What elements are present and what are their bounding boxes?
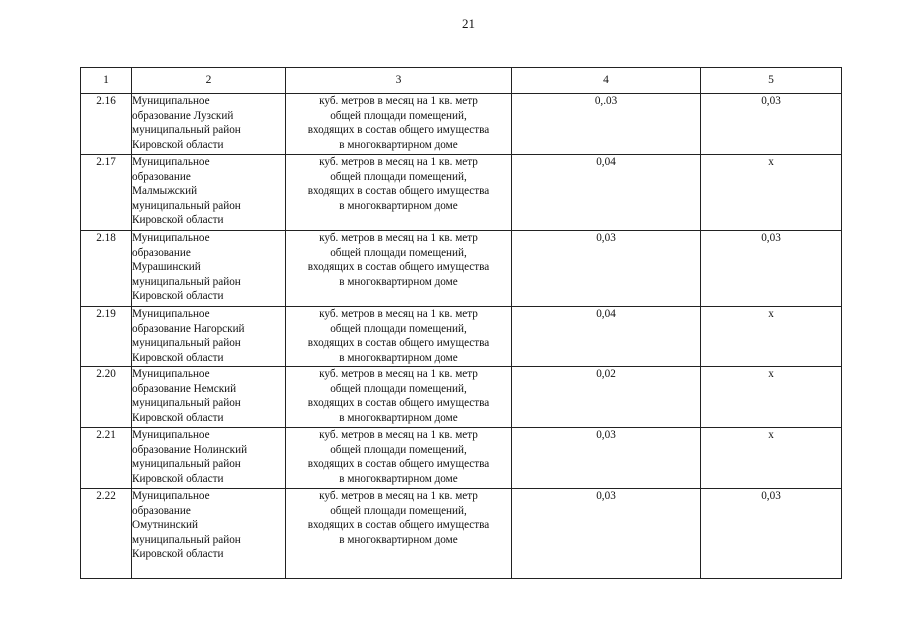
municipality-name-line: Кировской области <box>132 548 224 561</box>
page-number: 21 <box>462 16 475 31</box>
row-number: 2.21 <box>81 428 132 489</box>
value-col-4: 0,03 <box>512 428 701 489</box>
table-row <box>81 307 842 367</box>
unit-description-line: куб. метров в месяц на 1 кв. метр <box>319 429 478 441</box>
unit-description-line: общей площади помещений, <box>330 322 467 335</box>
municipality-name-line: Малмыжский <box>132 185 198 198</box>
row-number: 2.19 <box>81 307 132 367</box>
municipality-name-line: образование <box>132 504 191 517</box>
unit-description-line: в многоквартирном доме <box>339 138 458 151</box>
row-number: 2.18 <box>81 231 132 307</box>
value-col-5: х <box>701 307 842 367</box>
municipality-name <box>132 367 286 428</box>
municipality-name-line: Муниципальное <box>132 308 210 320</box>
municipality-name-line: образование Немский <box>132 382 237 395</box>
unit-description <box>286 489 512 579</box>
municipality-name-line: образование Нагорский <box>132 322 245 335</box>
header-col-1: 1 <box>81 68 132 94</box>
table-row <box>81 428 842 489</box>
municipality-name <box>132 428 286 489</box>
value-col-4: 0,04 <box>512 307 701 367</box>
table-header <box>81 68 842 94</box>
table-row <box>81 155 842 231</box>
municipality-name-line: муниципальный район <box>132 124 241 137</box>
unit-description-line: в многоквартирном доме <box>339 199 458 212</box>
municipality-name-line: Кировской области <box>132 290 224 303</box>
unit-description-line: в многоквартирном доме <box>339 275 458 288</box>
row-number: 2.22 <box>81 489 132 579</box>
municipality-name-line: Кировской области <box>132 472 224 485</box>
table-row <box>81 94 842 155</box>
unit-description-line: входящих в состав общего имущества <box>307 261 490 274</box>
value-col-4: 0,.03 <box>512 94 701 155</box>
row-number: 2.16 <box>81 94 132 155</box>
municipality-name-line: Муниципальное <box>132 156 210 168</box>
row-number: 2.20 <box>81 367 132 428</box>
table-row <box>81 489 842 579</box>
unit-description-line: входящих в состав общего имущества <box>307 397 490 410</box>
municipality-name-line: образование Лузский <box>132 109 234 122</box>
municipality-name-line: муниципальный район <box>132 458 241 471</box>
municipality-name <box>132 155 286 231</box>
unit-description-line: куб. метров в месяц на 1 кв. метр <box>319 490 478 502</box>
unit-description <box>286 94 512 155</box>
unit-description-line: входящих в состав общего имущества <box>307 519 490 532</box>
unit-description-line: общей площади помещений, <box>330 382 467 395</box>
municipality-name <box>132 307 286 367</box>
municipality-name <box>132 489 286 579</box>
municipality-name-line: муниципальный район <box>132 397 241 410</box>
unit-description-line: куб. метров в месяц на 1 кв. метр <box>319 156 478 168</box>
value-col-5: х <box>701 428 842 489</box>
unit-description <box>286 155 512 231</box>
table-body <box>81 94 842 579</box>
norms-table <box>80 67 842 579</box>
table-row <box>81 231 842 307</box>
value-col-4: 0,02 <box>512 367 701 428</box>
municipality-name-line: образование Нолинский <box>132 443 248 456</box>
unit-description-line: общей площади помещений, <box>330 170 467 183</box>
value-col-4: 0,03 <box>512 489 701 579</box>
header-col-5: 5 <box>701 68 842 94</box>
municipality-name <box>132 231 286 307</box>
unit-description-line: куб. метров в месяц на 1 кв. метр <box>319 232 478 244</box>
unit-description <box>286 307 512 367</box>
municipality-name-line: Муниципальное <box>132 490 210 502</box>
municipality-name-line: муниципальный район <box>132 533 241 546</box>
header-row <box>81 68 842 94</box>
value-col-5: 0,03 <box>701 489 842 579</box>
unit-description-line: общей площади помещений, <box>330 443 467 456</box>
unit-description-line: в многоквартирном доме <box>339 472 458 485</box>
municipality-name-line: муниципальный район <box>132 275 241 288</box>
header-col-4: 4 <box>512 68 701 94</box>
value-col-5: х <box>701 155 842 231</box>
value-col-5: х <box>701 367 842 428</box>
value-col-4: 0,03 <box>512 231 701 307</box>
municipality-name-line: Муниципальное <box>132 95 210 107</box>
unit-description-line: общей площади помещений, <box>330 246 467 259</box>
municipality-name-line: Кировской области <box>132 138 224 151</box>
value-col-5: 0,03 <box>701 94 842 155</box>
municipality-name-line: Мурашинский <box>132 261 201 274</box>
municipality-name-line: Кировской области <box>132 411 224 424</box>
unit-description-line: общей площади помещений, <box>330 504 467 517</box>
unit-description-line: в многоквартирном доме <box>339 411 458 424</box>
municipality-name <box>132 94 286 155</box>
unit-description-line: входящих в состав общего имущества <box>307 124 490 137</box>
unit-description-line: входящих в состав общего имущества <box>307 458 490 471</box>
table-row <box>81 367 842 428</box>
municipality-name-line: Кировской области <box>132 214 224 227</box>
municipality-name-line: муниципальный район <box>132 337 241 350</box>
unit-description <box>286 231 512 307</box>
municipality-name-line: образование <box>132 246 191 259</box>
municipality-name-line: Муниципальное <box>132 232 210 244</box>
unit-description-line: в многоквартирном доме <box>339 533 458 546</box>
unit-description-line: куб. метров в месяц на 1 кв. метр <box>319 95 478 107</box>
header-col-3: 3 <box>286 68 512 94</box>
unit-description-line: входящих в состав общего имущества <box>307 185 490 198</box>
unit-description-line: общей площади помещений, <box>330 109 467 122</box>
municipality-name-line: Муниципальное <box>132 429 210 441</box>
unit-description-line: входящих в состав общего имущества <box>307 337 490 350</box>
unit-description <box>286 367 512 428</box>
municipality-name-line: Омутнинский <box>132 519 198 532</box>
municipality-name-line: муниципальный район <box>132 199 241 212</box>
unit-description <box>286 428 512 489</box>
unit-description-line: куб. метров в месяц на 1 кв. метр <box>319 368 478 380</box>
unit-description-line: куб. метров в месяц на 1 кв. метр <box>319 308 478 320</box>
municipality-name-line: Кировской области <box>132 351 224 364</box>
municipality-name-line: Муниципальное <box>132 368 210 380</box>
municipality-name-line: образование <box>132 170 191 183</box>
row-number: 2.17 <box>81 155 132 231</box>
unit-description-line: в многоквартирном доме <box>339 351 458 364</box>
value-col-5: 0,03 <box>701 231 842 307</box>
value-col-4: 0,04 <box>512 155 701 231</box>
header-col-2: 2 <box>132 68 286 94</box>
